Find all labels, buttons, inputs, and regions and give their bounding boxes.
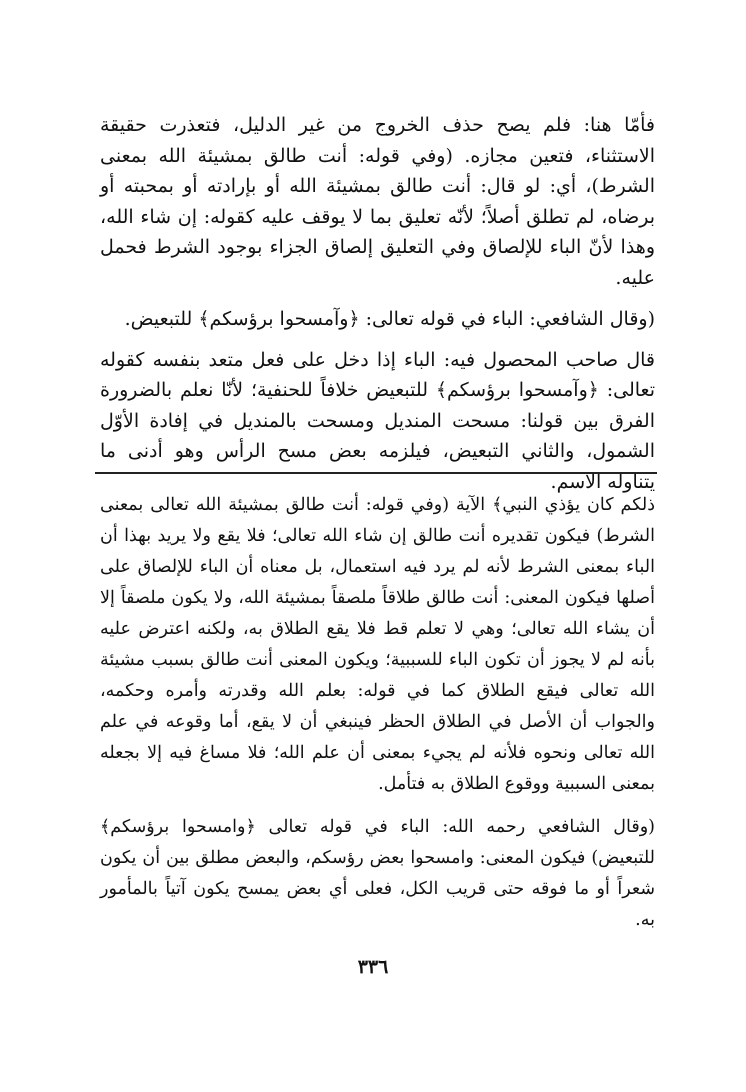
main-paragraph-1: فأمّا هنا: فلم يصح حذف الخروج من غير الدليل، فتعذرت حقيقة الاستثناء، فتعين مجازه. (وفي قوله: أنت طالق بمشيئة الله بمعنى الشرط)، أي: لو قال: أنت طالق بمشيئة الله أو بإرادته أو بمحبته أو برضاه، لم تطلق أصلاً؛ لأنّه تعليق بما لا يوقف عليه كقوله: إن شاء الله، وهذا لأنّ الباء للإلصاق وفي التعليق إلصاق الجزاء بوجود الشرط فحمل عليه. [100, 114, 655, 289]
footnote-paragraph-1: ذلكم كان يؤذي النبي﴾ الآية (وفي قوله: أنت طالق بمشيئة الله تعالى بمعنى الشرط) فيكون تقديره أنت طالق إن شاء الله تعالى؛ فلا يقع ولا يريد بهذا أن الباء بمعنى الشرط لأنه لم يرد فيه استعمال، بل معناه أن الباء للإلصاق على أصلها فيكون المعنى: أنت طالق طلاقاً ملصقاً بمشيئة الله، ولا يكون ملصقاً إلا أن يشاء الله تعالى؛ وهي لا تعلم قط فلا يقع الطلاق به، ولكنه اعترض عليه بأنه لم لا يجوز أن تكون الباء للسببية؛ ويكون المعنى أنت طالق بسبب مشيئة الله تعالى فيقع الطلاق كما في قوله: بعلم الله وقدرته وأمره وحكمه، والجواب أن الأصل في الطلاق الحظر فينبغي أن لا يقع، أما وقوعه في علم الله تعالى ونحوه فلأنه لم يجيء بمعنى أن علم الله؛ فلا مساغ فيه إلا بجعله بمعنى السببية ووقوع الطلاق به فتأمل. [100, 495, 655, 794]
main-text [100, 110, 655, 497]
footnote-paragraph-2: (وقال الشافعي رحمه الله: الباء في قوله تعالى ﴿وامسحوا برؤسكم﴾ للتبعيض) فيكون المعنى: وامسحوا بعض رؤسكم، والبعض مطلق بين أن يكون شعراً أو ما فوقه حتى قريب الكل، فعلى أي بعض يمسح يكون آتياً بالمأمور به. [100, 817, 655, 930]
page-number: ٣٣٦ [357, 956, 389, 978]
main-paragraph-2: (وقال الشافعي: الباء في قوله تعالى: ﴿وآمسحوا برؤسكم﴾ للتبعيض. [124, 308, 655, 330]
footnote-separator [95, 472, 657, 474]
main-paragraph-3: قال صاحب المحصول فيه: الباء إذا دخل على فعل متعد بنفسه كقوله تعالى: ﴿وآمسحوا برؤسكم﴾ للتبعيض خلافاً للحنفية؛ لأنّا نعلم بالضرورة الفرق بين قولنا: مسحت المنديل ومسحت بالمنديل في إفادة الأوّل الشمول، والثاني التبعيض، فيلزمه بعض مسح الرأس وهو أدنى ما يتناوله الاسم. [100, 348, 655, 493]
footnotes [100, 490, 655, 936]
